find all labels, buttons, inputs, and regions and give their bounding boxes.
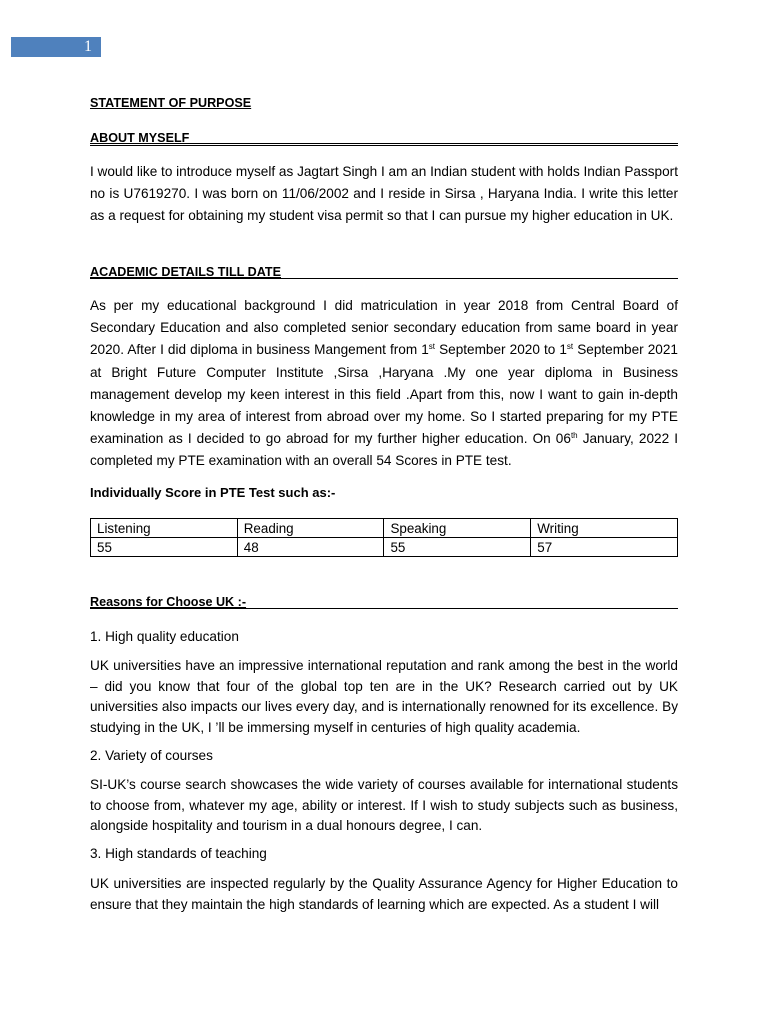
header-writing: Writing — [531, 519, 678, 538]
score-listening: 55 — [91, 538, 238, 557]
academic-heading: ACADEMIC DETAILS TILL DATE — [90, 265, 281, 279]
pte-score-table — [90, 518, 678, 557]
reasons-heading: Reasons for Choose UK :- — [90, 595, 247, 609]
pte-label: Individually Score in PTE Test such as:- — [90, 485, 336, 500]
reason-2-title: 2. Variety of courses — [90, 748, 213, 763]
reason-2-text: SI-UK’s course search showcases the wide variety of courses available for international students to choose from, whatever my age, ability or interest. If I wish to study subjects such as business, alongside hospitality and tourism in a dual honours degree, I can. — [90, 777, 678, 833]
reason-3-title: 3. High standards of teaching — [90, 846, 267, 861]
reason-1-text: UK universities have an impressive international reputation and rank among the best in the world – did you know that four of the global top ten are in the UK? Research carried out by UK universities also impacts our lives every day, and is internationally renowned for its excellence. By studying in the UK, I ’ll be immersing myself in centuries of high quality academia. — [90, 658, 678, 735]
document-title: STATEMENT OF PURPOSE — [90, 96, 252, 110]
header-speaking: Speaking — [384, 519, 531, 538]
table-header-row — [91, 519, 678, 538]
page-number-badge: 1 — [11, 37, 101, 57]
header-reading: Reading — [237, 519, 384, 538]
reason-3-text: UK universities are inspected regularly by the Quality Assurance Agency for Higher Education to ensure that they maintain the high standards of learning which are expected. As a student I will — [90, 876, 678, 912]
about-paragraph: I would like to introduce myself as Jagtart Singh I am an Indian student with holds Indian Passport no is U7619270. I was born on 11/06/2002 and I reside in Sirsa , Haryana India. I write this letter as a request for obtaining my student visa permit so that I can pursue my higher education in UK. — [90, 164, 678, 224]
table-row — [91, 538, 678, 557]
about-heading: ABOUT MYSELF — [90, 131, 190, 145]
score-writing: 57 — [531, 538, 678, 557]
reason-1-title: 1. High quality education — [90, 629, 239, 644]
header-listening: Listening — [91, 519, 238, 538]
academic-heading-rule — [90, 278, 678, 279]
score-speaking: 55 — [384, 538, 531, 557]
score-reading: 48 — [237, 538, 384, 557]
about-heading-rule — [90, 143, 678, 146]
reasons-heading-rule — [90, 608, 678, 609]
academic-paragraph: As per my educational background I did matriculation in year 2018 from Central Board of Secondary Education and also completed senior secondary education from same board in year 2020. After I did diploma in business Mangement from 1st September 2020 to 1st September 2021 at Bright Future Computer Institute ,Sirsa ,Haryana .My one year diploma in Business management develop my keen interest in this field .Apart from this, now I want to gain in-depth knowledge in my area of interest from abroad over my home. So I started preparing for my PTE examination as I decided to go abroad for my further higher education. On 06th January, 2022 I completed my PTE examination with an overall 54 Scores in PTE test. — [90, 298, 678, 469]
